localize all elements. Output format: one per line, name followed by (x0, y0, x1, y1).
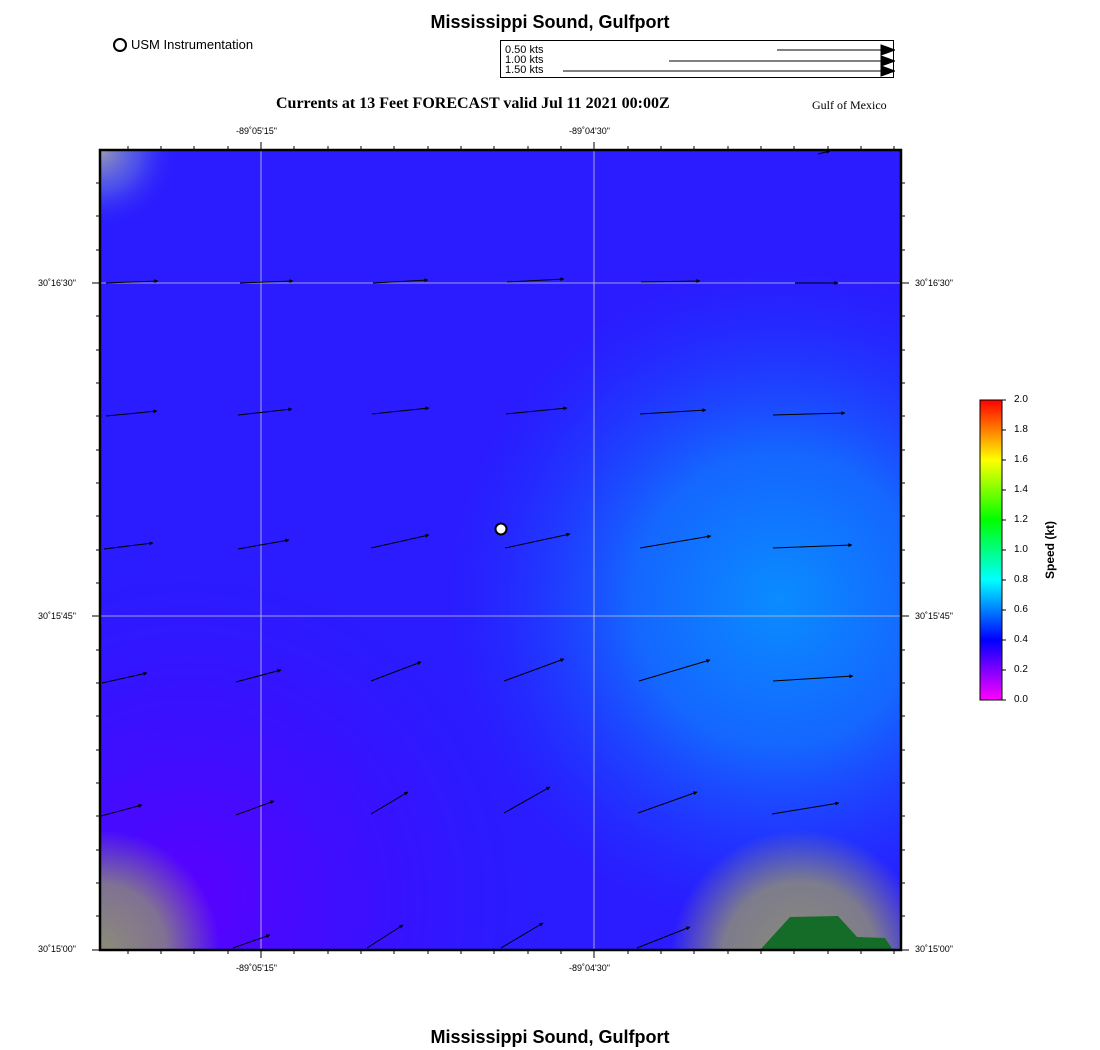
station-legend-label: USM Instrumentation (131, 37, 254, 52)
lat-tick-left-0: 30˚16'30" (38, 278, 76, 288)
shallow-area-se (100, 150, 901, 950)
colorbar-label: 0.2 (1014, 664, 1028, 675)
lat-tick-right-1: 30˚15'45" (915, 611, 953, 621)
colorbar-label: 1.2 (1014, 514, 1028, 525)
colorbar-label: 1.6 (1014, 454, 1028, 465)
lon-tick-bottom-0: -89˚05'15" (236, 963, 277, 973)
vector-key-label-1: 1.00 kts (505, 54, 544, 66)
colorbar-label: 0.0 (1014, 694, 1028, 705)
lon-tick-top-0: -89˚05'15" (236, 126, 277, 136)
vector-key-label-2: 1.50 kts (505, 64, 544, 76)
colorbar-label: 0.6 (1014, 604, 1028, 615)
lon-tick-top-1: -89˚04'30" (569, 126, 610, 136)
usm-station-marker[interactable] (496, 524, 507, 535)
colorbar-title: Speed (kt) (1043, 520, 1057, 580)
lat-tick-right-2: 30˚15'00" (915, 944, 953, 954)
colorbar-ticks (1002, 400, 1006, 700)
map-title: Mississippi Sound, Gulfport (430, 12, 670, 32)
colorbar-label: 0.8 (1014, 574, 1028, 585)
lat-tick-right-0: 30˚16'30" (915, 278, 953, 288)
speed-colorbar (980, 400, 1002, 700)
colorbar-label: 1.8 (1014, 424, 1028, 435)
lat-tick-left-2: 30˚15'00" (38, 944, 76, 954)
lat-tick-left-1: 30˚15'45" (38, 611, 76, 621)
colorbar-label: 1.4 (1014, 484, 1028, 495)
colorbar-label: 1.0 (1014, 544, 1028, 555)
colorbar-label: 0.4 (1014, 634, 1028, 645)
colorbar-label: 2.0 (1014, 394, 1028, 405)
vector-key-label-0: 0.50 kts (505, 44, 544, 56)
region-label: Gulf of Mexico (812, 98, 887, 112)
lon-tick-bottom-1: -89˚04'30" (569, 963, 610, 973)
forecast-subtitle: Currents at 13 Feet FORECAST valid Jul 11 2021 00:00Z (276, 95, 670, 112)
map-title-bottom: Mississippi Sound, Gulfport (430, 1027, 670, 1047)
